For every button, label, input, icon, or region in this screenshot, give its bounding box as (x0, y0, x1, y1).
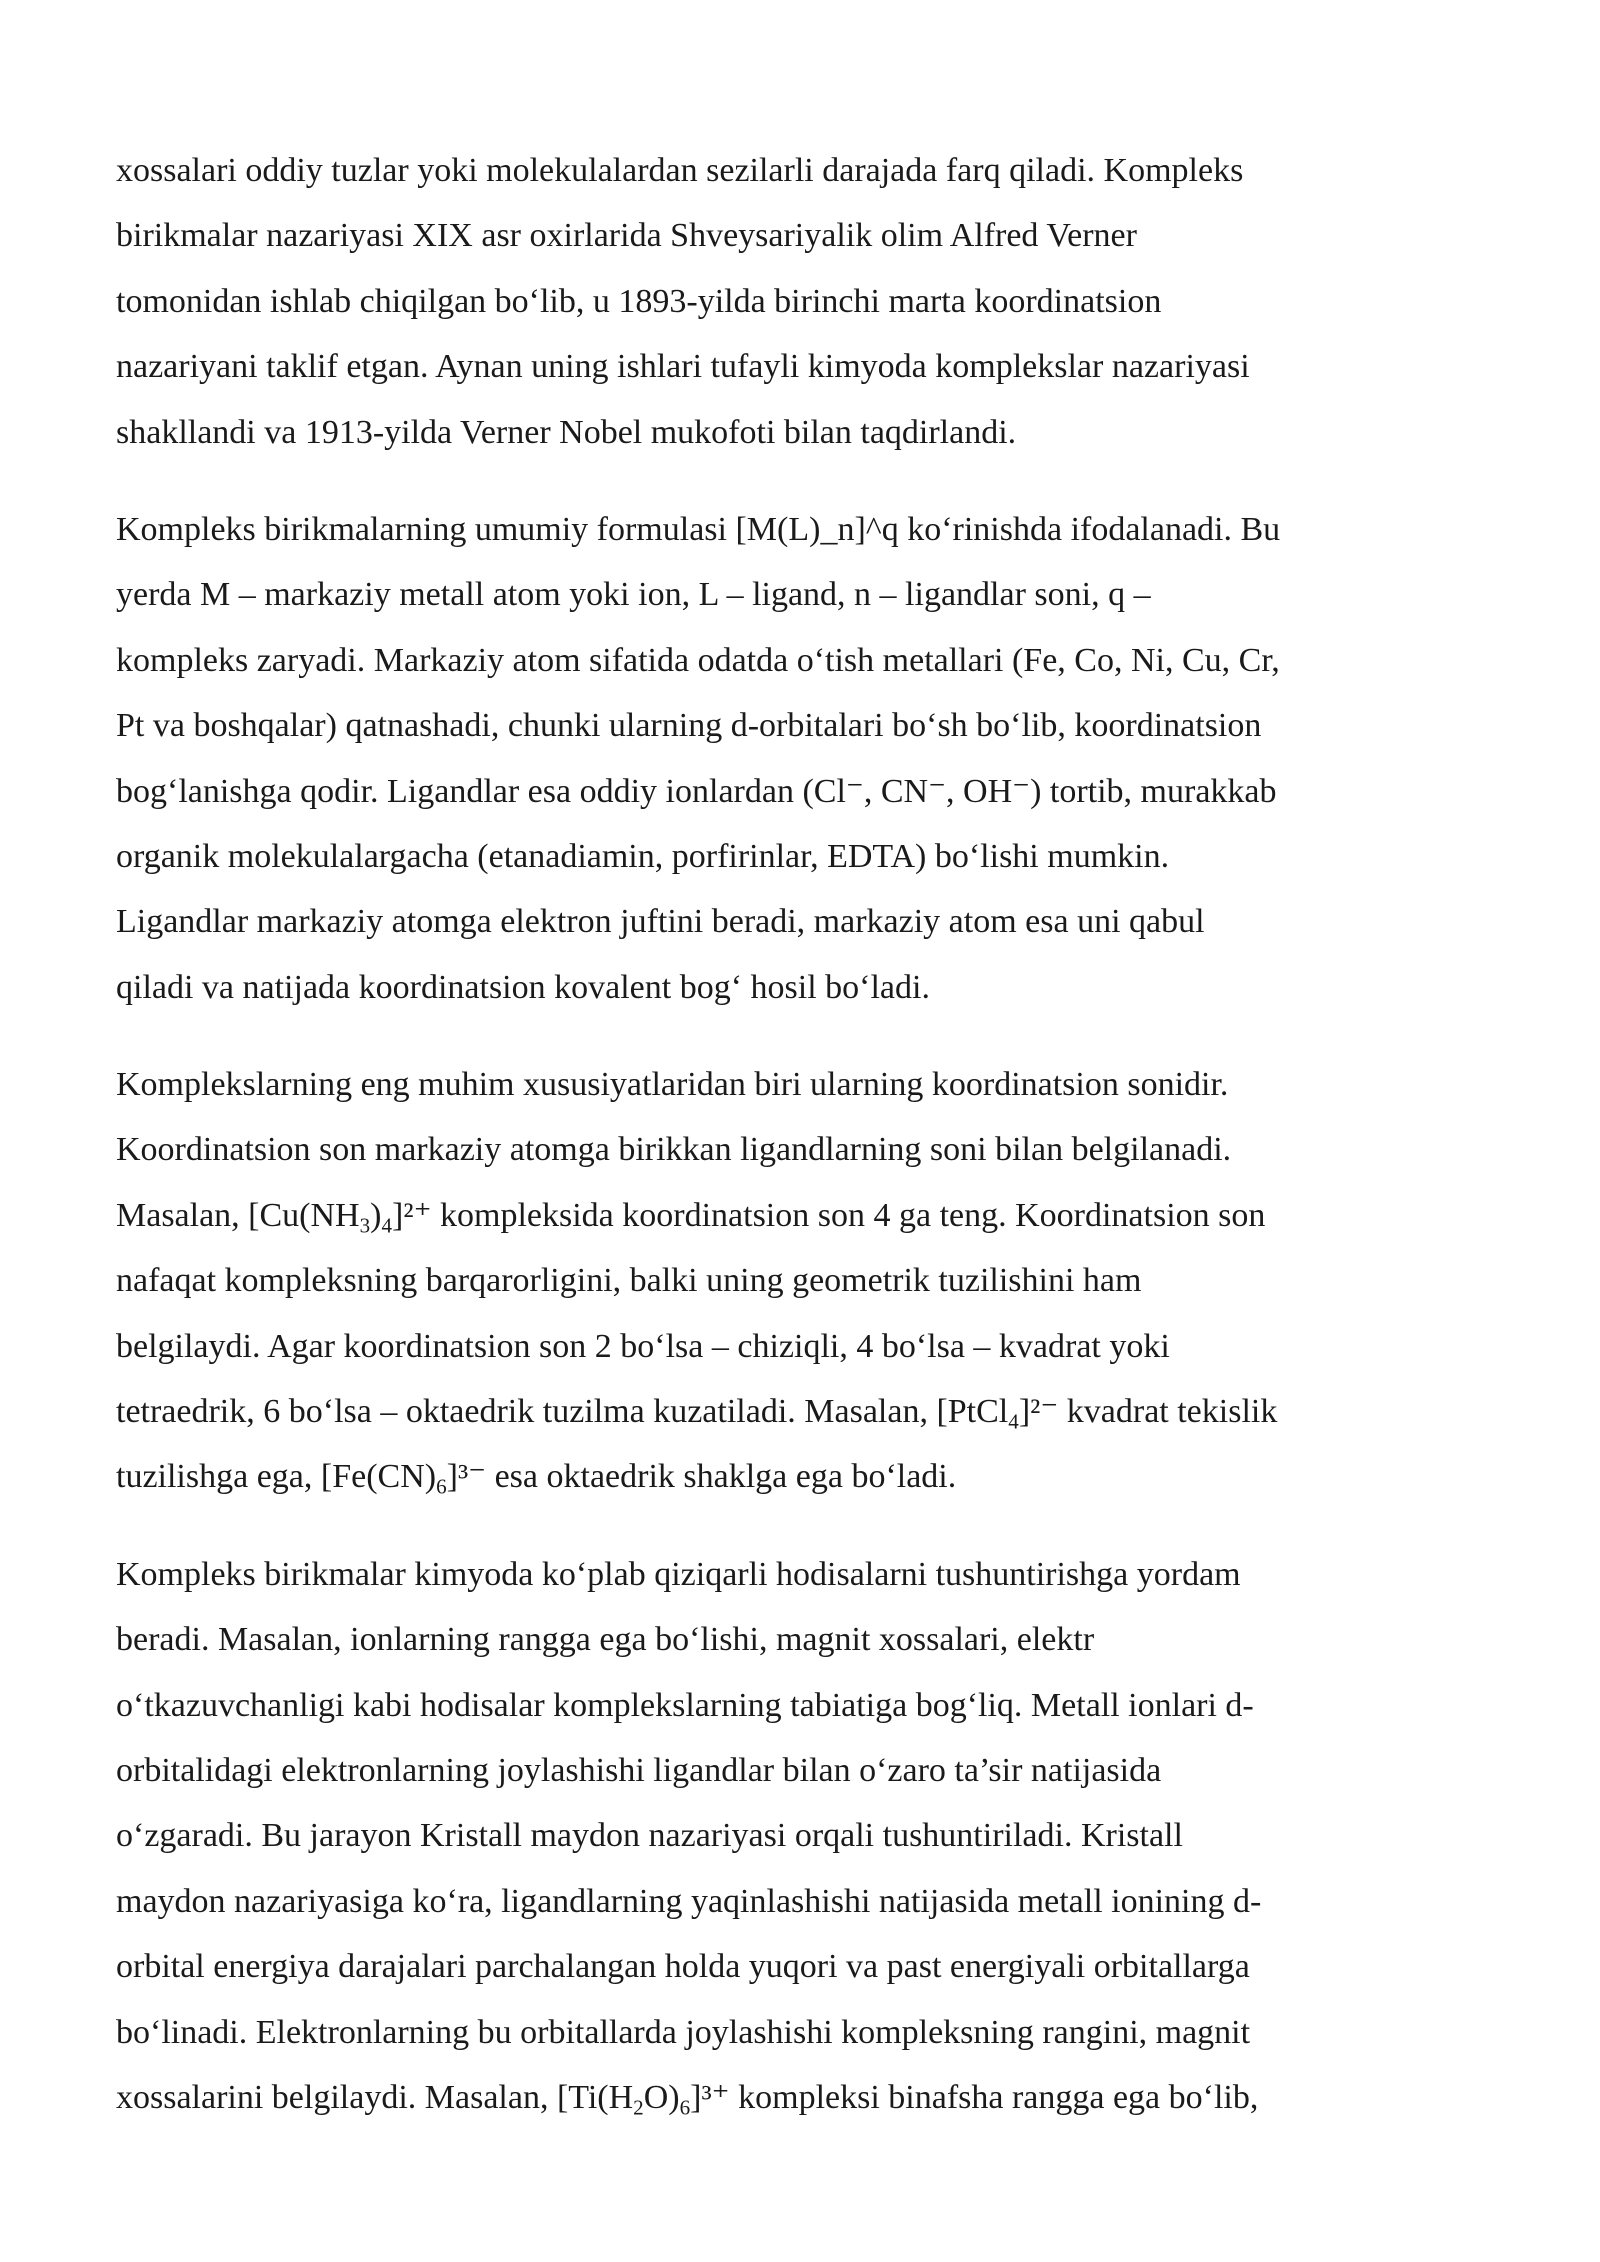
text-line: nazariyani taklif etgan. Aynan uning ishlari tufayli kimyoda komplekslar nazariyasi (116, 348, 1250, 386)
text-fragment: xossalarini belgilaydi. Masalan, [Ti(H (116, 2078, 634, 2116)
text-line (116, 1183, 1416, 1248)
text-line: shakllandi va 1913-yilda Verner Nobel mukofoti bilan taqdirlandi. (116, 413, 1017, 451)
text-line: o‘tkazuvchanligi kabi hodisalar komplekslarning tabiatiga bog‘liq. Metall ionlari d- (116, 1686, 1254, 1724)
text-line: organik molekulalargacha (etanadiamin, porfirinlar, EDTA) bo‘lishi mumkin. (116, 837, 1170, 875)
subscript: 6 (679, 2095, 691, 2120)
text-line: Komplekslarning eng muhim xususiyatlaridan biri ularning koordinatsion sonidir. (116, 1066, 1229, 1104)
text-line: Kompleks birikmalar kimyoda ko‘plab qiziqarli hodisalarni tushuntirishga yordam (116, 1555, 1241, 1593)
text-line: birikmalar nazariyasi XIX asr oxirlarida Shveysariyalik olim Alfred Verner (116, 217, 1137, 255)
text-line: bo‘linadi. Elektronlarning bu orbitallarda joylashishi kompleksning rangini, magnit (116, 2013, 1251, 2051)
text-line: kompleks zaryadi. Markaziy atom sifatida odatda o‘tish metallari (Fe, Co, Ni, Cu, Cr, (116, 641, 1280, 679)
text-line: qiladi va natijada koordinatsion kovalent bog‘ hosil bo‘ladi. (116, 968, 930, 1006)
text-line: Kompleks birikmalarning umumiy formulasi [M(L)_n]^q ko‘rinishda ifodalanadi. Bu (116, 510, 1281, 548)
subscript: 4 (381, 1213, 393, 1238)
text-fragment: tuzilishga ega, [Fe(CN) (116, 1458, 437, 1496)
text-line: beradi. Masalan, ionlarning rangga ega bo‘lishi, magnit xossalari, elektr (116, 1621, 1095, 1659)
text-line: Ligandlar markaziy atomga elektron juftini beradi, markaziy atom esa uni qabul (116, 903, 1205, 941)
paragraph-4 (116, 1542, 1416, 2131)
text-line: maydon nazariyasiga ko‘ra, ligandlarning yaqinlashishi natijasida metall ionining d- (116, 1882, 1262, 1920)
text-line: yerda M – markaziy metall atom yoki ion, L – ligand, n – ligandlar soni, q – (116, 576, 1151, 614)
text-line: xossalari oddiy tuzlar yoki molekulalardan sezilarli darajada farq qiladi. Kompleks (116, 152, 1244, 189)
text-line: nafaqat kompleksning barqarorligini, balki uning geometrik tuzilishini ham (116, 1262, 1142, 1300)
subscript: 2 (633, 2095, 644, 2120)
text-line (116, 2065, 1416, 2130)
text-line: orbital energiya darajalari parchalangan holda yuqori va past energiyali orbitallarga (116, 1948, 1250, 1986)
text-fragment: ]³⁻ esa oktaedrik shaklga ega bo‘ladi. (446, 1458, 957, 1496)
text-line: belgilaydi. Agar koordinatsion son 2 bo‘lsa – chiziqli, 4 bo‘lsa – kvadrat yoki (116, 1327, 1170, 1365)
text-line: bog‘lanishga qodir. Ligandlar esa oddiy ionlardan (Cl⁻, CN⁻, OH⁻) tortib, murakkab (116, 772, 1277, 810)
subscript: 3 (359, 1213, 371, 1238)
document-body (116, 138, 1416, 2162)
text-fragment: tetraedrik, 6 bo‘lsa – oktaedrik tuzilma kuzatiladi. Masalan, [PtCl (116, 1393, 1009, 1431)
text-line: tomonidan ishlab chiqilgan bo‘lib, u 1893-yilda birinchi marta koordinatsion (116, 282, 1162, 320)
text-line: o‘zgaradi. Bu jarayon Kristall maydon nazariyasi orqali tushuntiriladi. Kristall (116, 1817, 1183, 1855)
text-fragment: O) (643, 2078, 680, 2116)
text-fragment: Masalan, [Cu(NH (116, 1196, 360, 1234)
text-line (116, 1444, 1416, 1509)
text-fragment: ]²⁻ kvadrat tekislik (1018, 1393, 1278, 1431)
text-line: Koordinatsion son markaziy atomga birikkan ligandlarning soni bilan belgilanadi. (116, 1131, 1232, 1169)
text-fragment: ]³⁺ kompleksi binafsha rangga ega bo‘lib, (690, 2078, 1259, 2116)
subscript: 6 (436, 1474, 447, 1499)
subscript: 4 (1008, 1409, 1019, 1434)
text-line: orbitalidagi elektronlarning joylashishi ligandlar bilan o‘zaro ta’sir natijasida (116, 1751, 1162, 1789)
text-line: Pt va boshqalar) qatnashadi, chunki ularning d-orbitalari bo‘sh bo‘lib, koordinatsion (116, 707, 1262, 745)
text-fragment: ]²⁺ kompleksida koordinatsion son 4 ga teng. Koordinatsion son (392, 1196, 1266, 1234)
paragraph-3 (116, 1052, 1416, 1510)
text-fragment: ) (370, 1196, 382, 1234)
paragraph-1 (116, 138, 1416, 465)
text-line (116, 1379, 1416, 1444)
paragraph-2 (116, 497, 1416, 1020)
